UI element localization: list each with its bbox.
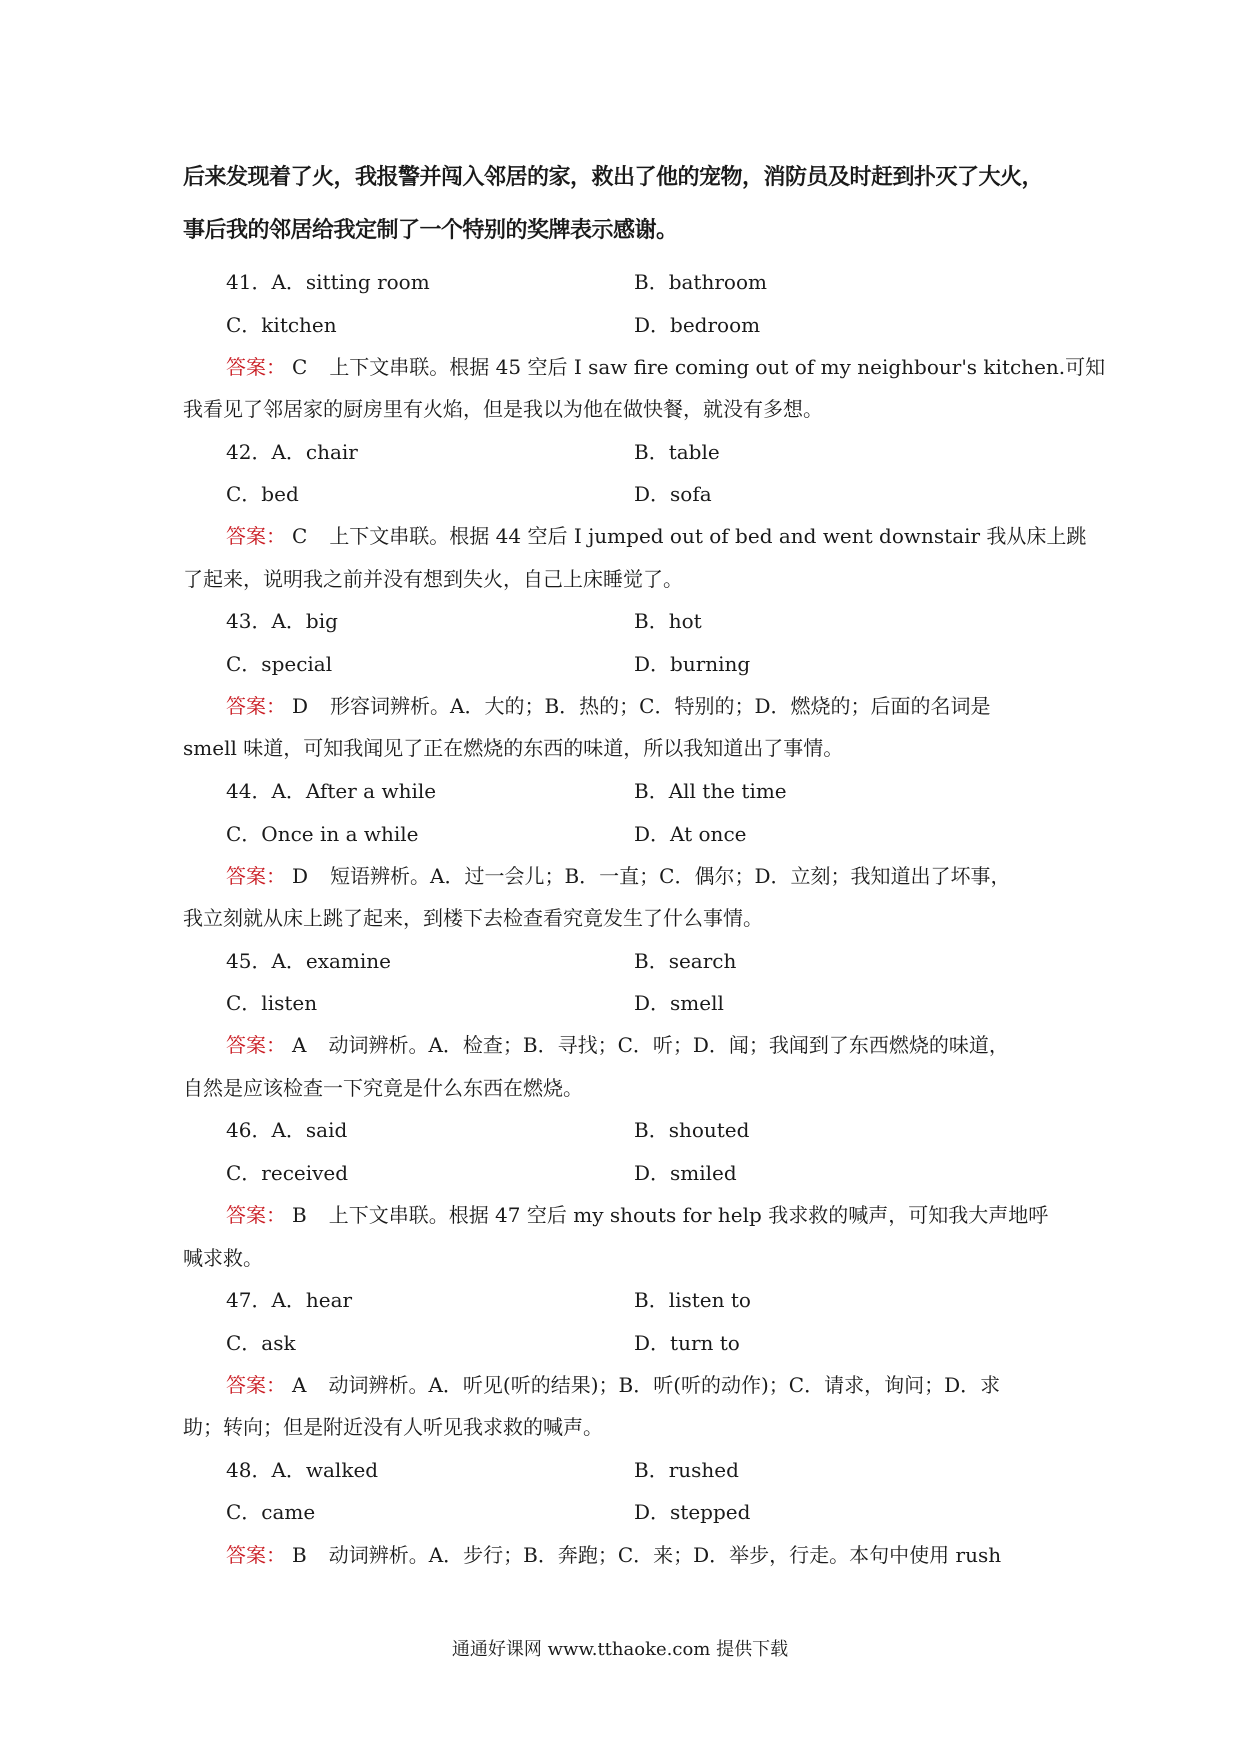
option-c: C．Once in a while (226, 822, 419, 846)
answer-label: 答案： (226, 1033, 286, 1057)
option-a: 44．A．After a while (226, 779, 437, 803)
option-a: 41．A．sitting room (226, 270, 430, 294)
option-a: 47．A．hear (226, 1288, 353, 1312)
answer-key: C (292, 524, 308, 548)
answer-line (226, 1029, 1009, 1058)
answer-label: 答案： (226, 355, 286, 379)
option-c: C．came (226, 1500, 316, 1524)
explanation-continued: smell 味道，可知我闻见了正在燃烧的东西的味道，所以我知道出了事情。 (183, 736, 844, 760)
explanation-text: 上下文串联。根据 45 空后 I saw fire coming out of my neighbour's kitchen.可知 (329, 355, 1106, 379)
option-a: 46．A．said (226, 1118, 348, 1142)
answer-key: B (292, 1543, 307, 1567)
explanation-text: 动词辨析。A．步行；B．奔跑；C．来；D．举步，行走。本句中使用 rush (328, 1543, 1002, 1567)
explanation-text: 动词辨析。A．听见(听的结果)；B．听(听的动作)；C．请求，询问；D．求 (328, 1373, 1001, 1397)
option-c: C．received (226, 1161, 349, 1185)
option-d: D．smiled (634, 1161, 737, 1185)
answer-line (226, 1539, 1001, 1568)
option-b: B．All the time (634, 779, 787, 803)
answer-key: D (292, 864, 309, 888)
answer-line (226, 690, 991, 719)
option-b: B．listen to (634, 1288, 751, 1312)
answer-line (226, 1199, 1048, 1228)
option-c: C．kitchen (226, 313, 337, 337)
option-d: D．sofa (634, 482, 712, 506)
answer-label: 答案： (226, 1373, 286, 1397)
explanation-text: 上下文串联。根据 44 空后 I jumped out of bed and went downstair 我从床上跳 (329, 524, 1087, 548)
option-b: B．search (634, 949, 737, 973)
option-b: B．shouted (634, 1118, 750, 1142)
answer-key: B (292, 1203, 307, 1227)
explanation-continued: 我看见了邻居家的厨房里有火焰，但是我以为他在做快餐，就没有多想。 (183, 397, 823, 421)
option-d: D．bedroom (634, 313, 761, 337)
explanation-continued: 了起来，说明我之前并没有想到失火，自己上床睡觉了。 (183, 567, 683, 591)
answer-label: 答案： (226, 1543, 286, 1567)
option-a: 42．A．chair (226, 440, 358, 464)
option-d: D．stepped (634, 1500, 751, 1524)
option-b: B．rushed (634, 1458, 739, 1482)
answer-line (226, 1369, 1000, 1398)
answer-label: 答案： (226, 864, 286, 888)
answer-label: 答案： (226, 524, 286, 548)
option-d: D．At once (634, 822, 747, 846)
page-footer: 通通好课网 www.tthaoke.com 提供下载 (451, 1639, 789, 1660)
option-b: B．table (634, 440, 720, 464)
answer-line (226, 520, 1086, 549)
option-a: 45．A．examine (226, 949, 392, 973)
explanation-text: 形容词辨析。A．大的；B．热的；C．特别的；D．燃烧的；后面的名词是 (330, 694, 991, 718)
option-b: B．hot (634, 609, 702, 633)
option-d: D．smell (634, 991, 724, 1015)
option-a: 43．A．big (226, 609, 338, 633)
option-d: D．turn to (634, 1331, 740, 1355)
explanation-continued: 我立刻就从床上跳了起来，到楼下去检查看究竟发生了什么事情。 (183, 906, 763, 930)
explanation-text: 短语辨析。A．过一会儿；B．一直；C．偶尔；D．立刻；我知道出了坏事， (330, 864, 1011, 888)
option-d: D．burning (634, 652, 751, 676)
intro-line-1: 后来发现着了火，我报警并闯入邻居的家，救出了他的宠物，消防员及时赶到扑灭了大火， (183, 165, 1044, 190)
explanation-text: 动词辨析。A．检查；B．寻找；C．听；D．闻；我闻到了东西燃烧的味道， (328, 1033, 1009, 1057)
explanation-continued: 自然是应该检查一下究竟是什么东西在燃烧。 (183, 1076, 583, 1100)
explanation-continued: 助；转向；但是附近没有人听见我求救的喊声。 (183, 1415, 603, 1439)
answer-label: 答案： (226, 694, 286, 718)
explanation-continued: 喊求救。 (183, 1246, 263, 1270)
answer-line (226, 351, 1105, 380)
option-c: C．special (226, 652, 333, 676)
option-c: C．bed (226, 482, 299, 506)
answer-line (226, 860, 1011, 889)
option-c: C．listen (226, 991, 318, 1015)
answer-key: C (292, 355, 308, 379)
answer-label: 答案： (226, 1203, 286, 1227)
option-b: B．bathroom (634, 270, 767, 294)
option-a: 48．A．walked (226, 1458, 379, 1482)
intro-line-2: 事后我的邻居给我定制了一个特别的奖牌表示感谢。 (183, 218, 678, 243)
explanation-text: 上下文串联。根据 47 空后 my shouts for help 我求救的喊声，可知我大声地呼 (328, 1203, 1049, 1227)
answer-key: A (292, 1373, 307, 1397)
answer-key: D (292, 694, 309, 718)
answer-key: A (292, 1033, 307, 1057)
option-c: C．ask (226, 1331, 296, 1355)
